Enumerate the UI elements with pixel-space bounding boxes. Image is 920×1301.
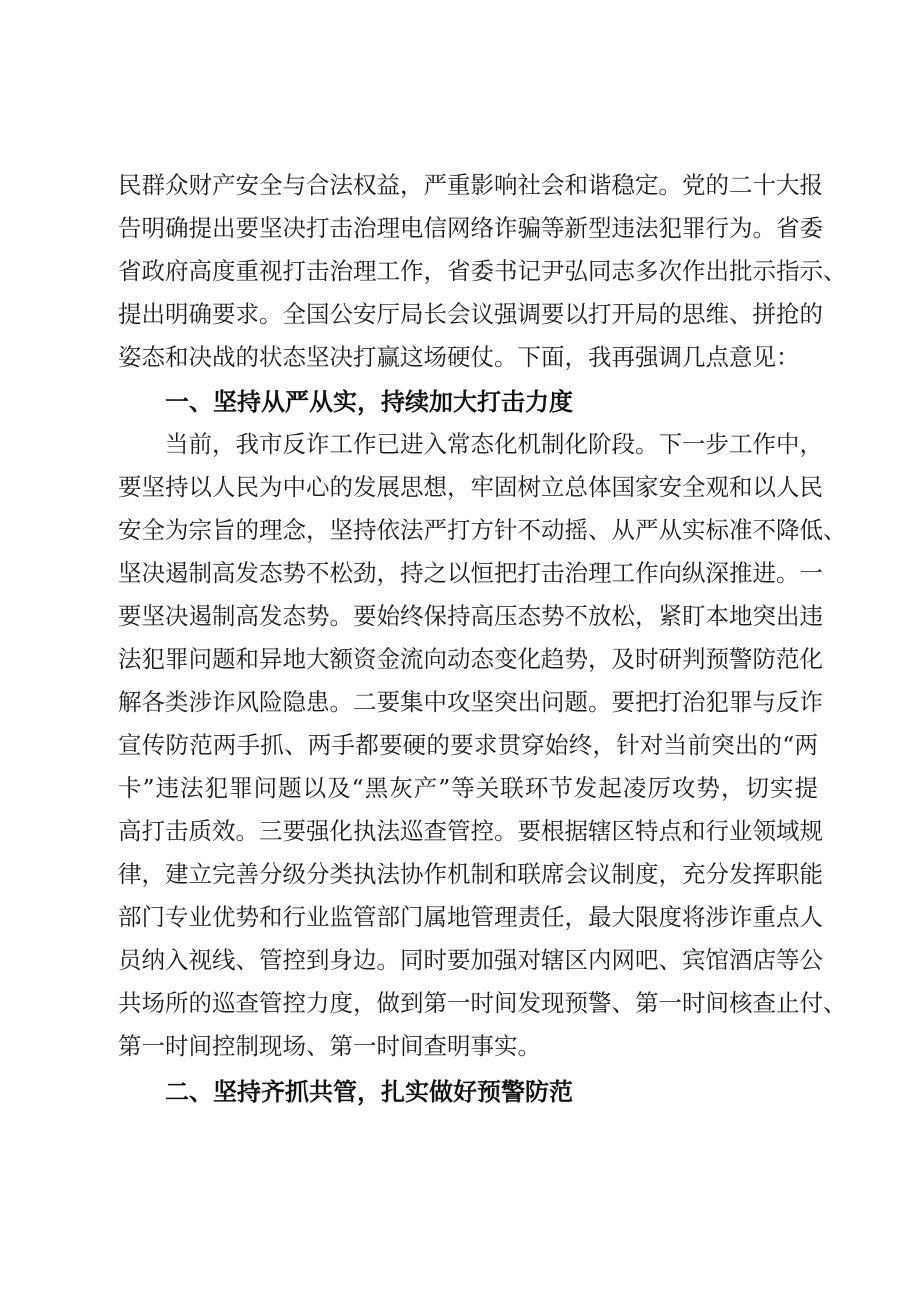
section1-line-5: 要坚决遏制高发态势。要始终保持高压态势不放松，紧盯本地突出违 <box>118 602 823 630</box>
section1-line-3: 安全为宗旨的理念，坚持依法严打方针不动摇、从严从实标准不降低、 <box>118 516 847 544</box>
section1-line-10: 高打击质效。三要强化执法巡查管控。要根据辖区特点和行业领域规 <box>118 817 823 845</box>
section1-line-12: 部门专业优势和行业监管部门属地管理责任，最大限度将涉诈重点人 <box>118 903 823 931</box>
section1-line-6: 法犯罪问题和异地大额资金流向动态变化趋势，及时研判预警防范化 <box>118 645 823 673</box>
section1-line-9: 卡”违法犯罪问题以及“黑灰产”等关联环节发起凌厉攻势，切实提 <box>118 774 818 802</box>
section1-line-7: 解各类涉诈风险隐患。二要集中攻坚突出问题。要把打治犯罪与反诈 <box>118 688 823 716</box>
section1-line-14: 共场所的巡查管控力度，做到第一时间发现预警、第一时间核查止付、 <box>118 989 847 1017</box>
section-heading-1: 一、坚持从严从实，持续加大打击力度 <box>165 388 573 416</box>
section1-line-13: 员纳入视线、管控到身边。同时要加强对辖区内网吧、宾馆酒店等公 <box>118 946 823 974</box>
section1-line-11: 律，建立完善分级分类执法协作机制和联席会议制度，充分发挥职能 <box>118 860 823 888</box>
section1-line-8: 宣传防范两手抓、两手都要硬的要求贯穿始终，针对当前突出的“两 <box>118 731 818 759</box>
section1-line-2: 要坚持以人民为中心的发展思想，牢固树立总体国家安全观和以人民 <box>118 473 823 501</box>
intro-line-4: 提出明确要求。全国公安厅局长会议强调要以打开局的思维、拼抢的 <box>118 300 823 328</box>
intro-line-3: 省政府高度重视打击治理工作，省委书记尹弘同志多次作出批示指示、 <box>118 257 847 285</box>
intro-line-5: 姿态和决战的状态坚决打赢这场硬仗。下面，我再强调几点意见： <box>118 343 800 371</box>
section1-line-4: 坚决遏制高发态势不松劲，持之以恒把打击治理工作向纵深推进。一 <box>118 559 823 587</box>
intro-line-1: 民群众财产安全与合法权益，严重影响社会和谐稳定。党的二十大报 <box>118 171 823 199</box>
intro-line-2: 告明确提出要坚决打击治理电信网络诈骗等新型违法犯罪行为。省委 <box>118 214 823 242</box>
section1-line-1: 当前，我市反诈工作已进入常态化机制化阶段。下一步工作中， <box>165 430 823 458</box>
section-heading-2: 二、坚持齐抓共管，扎实做好预警防范 <box>165 1078 573 1106</box>
section1-line-15: 第一时间控制现场、第一时间查明事实。 <box>118 1032 541 1060</box>
